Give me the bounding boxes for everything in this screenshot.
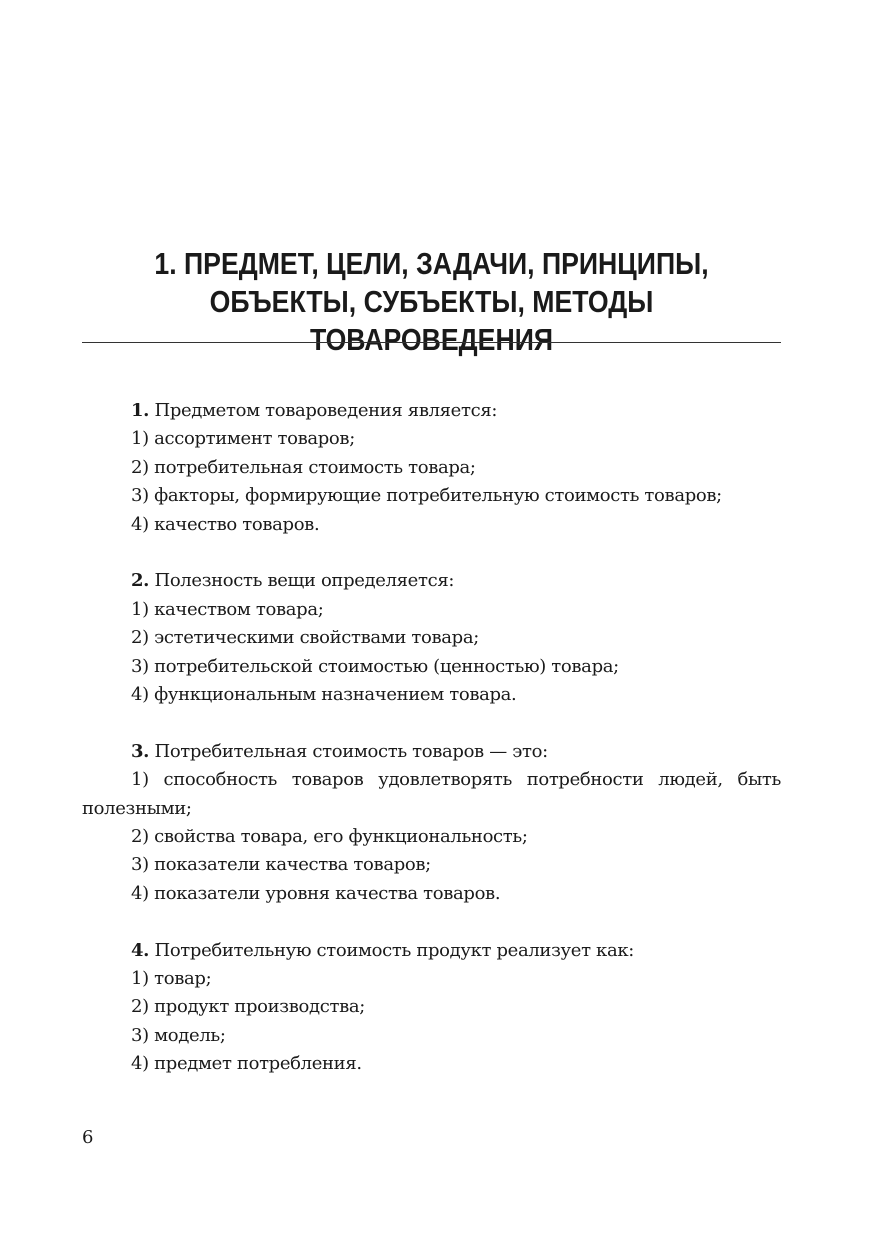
answer-option: 1) товар; <box>131 968 212 990</box>
answer-option: 3) показатели качества товаров; <box>131 854 431 876</box>
answer-option: 1) качеством товара; <box>131 598 324 620</box>
question-text <box>82 567 781 595</box>
question-text <box>82 937 781 965</box>
answer-option: 4) качество товаров. <box>131 513 320 535</box>
answer-option: 4) предмет потребления. <box>131 1053 362 1075</box>
chapter-title-line: ТОВАРОВЕДЕНИЯ <box>309 321 554 357</box>
question-number: 2. <box>131 570 150 592</box>
answer-option: 1) способность товаров удовлетворять потребности людей, быть полезными; <box>82 769 781 819</box>
questions-list <box>82 397 781 1107</box>
question-number: 4. <box>131 939 150 961</box>
question-text <box>82 397 781 425</box>
answer-option: 3) модель; <box>131 1024 226 1046</box>
question-stem: Предметом товароведения является: <box>154 400 498 421</box>
question-block <box>82 567 781 709</box>
page-number: 6 <box>82 1127 94 1148</box>
answer-option: 4) функциональным назначением товара. <box>131 684 517 706</box>
chapter-title-line: 1. ПРЕДМЕТ, ЦЕЛИ, ЗАДАЧИ, ПРИНЦИПЫ, <box>154 245 709 281</box>
question-block <box>82 937 781 1079</box>
question-text <box>82 738 781 766</box>
answer-option: 3) факторы, формирующие потребительную стоимость товаров; <box>131 485 722 507</box>
question-stem: Потребительная стоимость товаров — это: <box>154 740 548 762</box>
question-stem: Полезность вещи определяется: <box>154 570 455 592</box>
question-number: 3. <box>131 740 150 762</box>
answer-option: 3) потребительской стоимостью (ценностью) товара; <box>131 655 619 677</box>
question-stem: Потребительную стоимость продукт реализует как: <box>154 939 634 961</box>
answer-option: 4) показатели уровня качества товаров. <box>131 882 501 904</box>
title-divider <box>82 342 781 343</box>
question-block <box>82 738 781 908</box>
answer-option: 2) продукт производства; <box>131 996 365 1018</box>
question-number: 1. <box>131 400 150 421</box>
answer-option: 2) эстетическими свойствами товара; <box>131 627 479 649</box>
chapter-title-line: ОБЪЕКТЫ, СУБЪЕКТЫ, МЕТОДЫ <box>209 283 654 319</box>
answer-option: 2) потребительная стоимость товара; <box>131 456 476 478</box>
answer-option: 2) свойства товара, его функциональность; <box>131 826 528 848</box>
question-block <box>82 397 781 539</box>
book-page <box>82 0 781 1240</box>
answer-option: 1) ассортимент товаров; <box>131 428 355 450</box>
